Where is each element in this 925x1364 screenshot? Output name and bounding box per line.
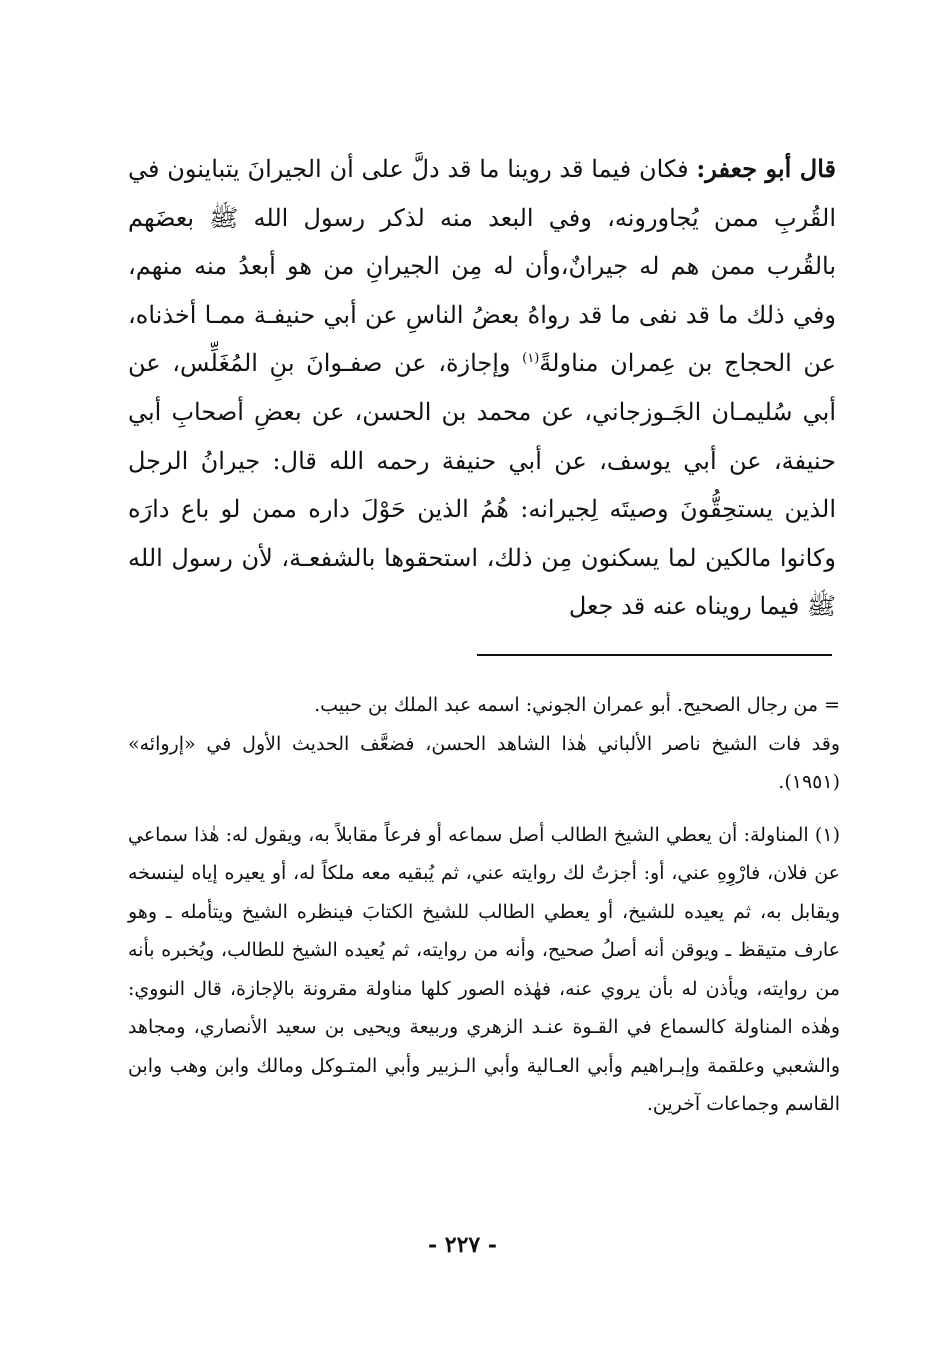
paragraph-lead: قال أبو جعفر: bbox=[696, 154, 836, 183]
paragraph-text-continued: وإجازة، عن صفـوانَ بنِ المُغَلِّس، عن أبي سُليمـان الجَـوزجاني، عن محمد بن الحسن، عن بعضِ أصحابِ أبي حنيفة، عن أبي يوسف، عن أبي حنيفة رحمه الله قال: جيرانُ الرجل الذين يستحِقُّونَ وصيتَه لِجيرانه: هُمُ الذين حَوْلَ داره ممن لو باع دارَه وكانوا مالكين لما يسكنون مِن ذلك، استحقوها بالشفعـة، لأن رسول الله ﷺ فيما رويناه عنه قد جعل bbox=[128, 349, 836, 621]
footnote-continued-line: = من رجال الصحيح. أبو عمران الجوني: اسمه عبد الملك بن حبيب. bbox=[314, 694, 840, 716]
main-paragraph bbox=[128, 145, 836, 631]
footnote-1: (١) المناولة: أن يعطي الشيخ الطالب أصل سماعه أو فرعاً مقابلاً به، ويقول له: هٰذا سماعي عن فلان، فارْوِهِ عني، أو: أجزتُ لك روايته عني، ثم يُبقيه معه ملكاً له، أو يعيره إياه لينسخه ويقابل به، ثم يعيده للشيخ، أو يعطي الطالب للشيخ الكتابَ فينظره الشيخ ويتأمله ـ وهو عارف متيقظ ـ ويوقن أنه أصلُ صحيح، وأنه من روايته، ثم يُعيده الشيخ للطالب، ويُخبره بأنه من روايته، ويأذن له بأن يروي عنه، فهٰذه الصور كلها مناولة مقرونة بالإجازة، قال النووي: وهٰذه المناولة كالسماع في القـوة عنـد الزهري وربيعة ويحيى بن سعيد الأنصاري، ومجاهد والشعبي وعلقمة وإبـراهيم وأبي العـالية وأبي الـزبير وأبي المتـوكل ومالك وابن وهب وابن القاسم وجماعات آخرين. bbox=[128, 823, 840, 1115]
page-number: - ٢٢٧ - bbox=[427, 1232, 498, 1258]
footnote-continued-remark: وقد فات الشيخ ناصر الألباني هٰذا الشاهد الحسن، فضعَّف الحديث الأول في «إروائه» (١٩٥١). bbox=[128, 732, 840, 793]
paragraph-text: فكان فيما قد روينا ما قد دلَّ على أن الجيرانَ يتباينون في القُربِ ممن يُجاورونه، وفي البعد منه لذكر رسول الله ﷺ بعضَهم بالقُرب ممن هم له جيرانٌ،وأن له مِن الجيرانِ من هو أبعدُ منه منهم، وفي ذلك ما قد نفى ما قد رواهُ بعضُ الناسِ عن أبي حنيفـة ممـا أخذناه، عن الحجاج بن عِمران مناولةً bbox=[128, 155, 837, 378]
footnote-separator bbox=[477, 654, 832, 656]
footnote-reference: (١) bbox=[522, 351, 540, 367]
footnotes bbox=[128, 686, 840, 1124]
